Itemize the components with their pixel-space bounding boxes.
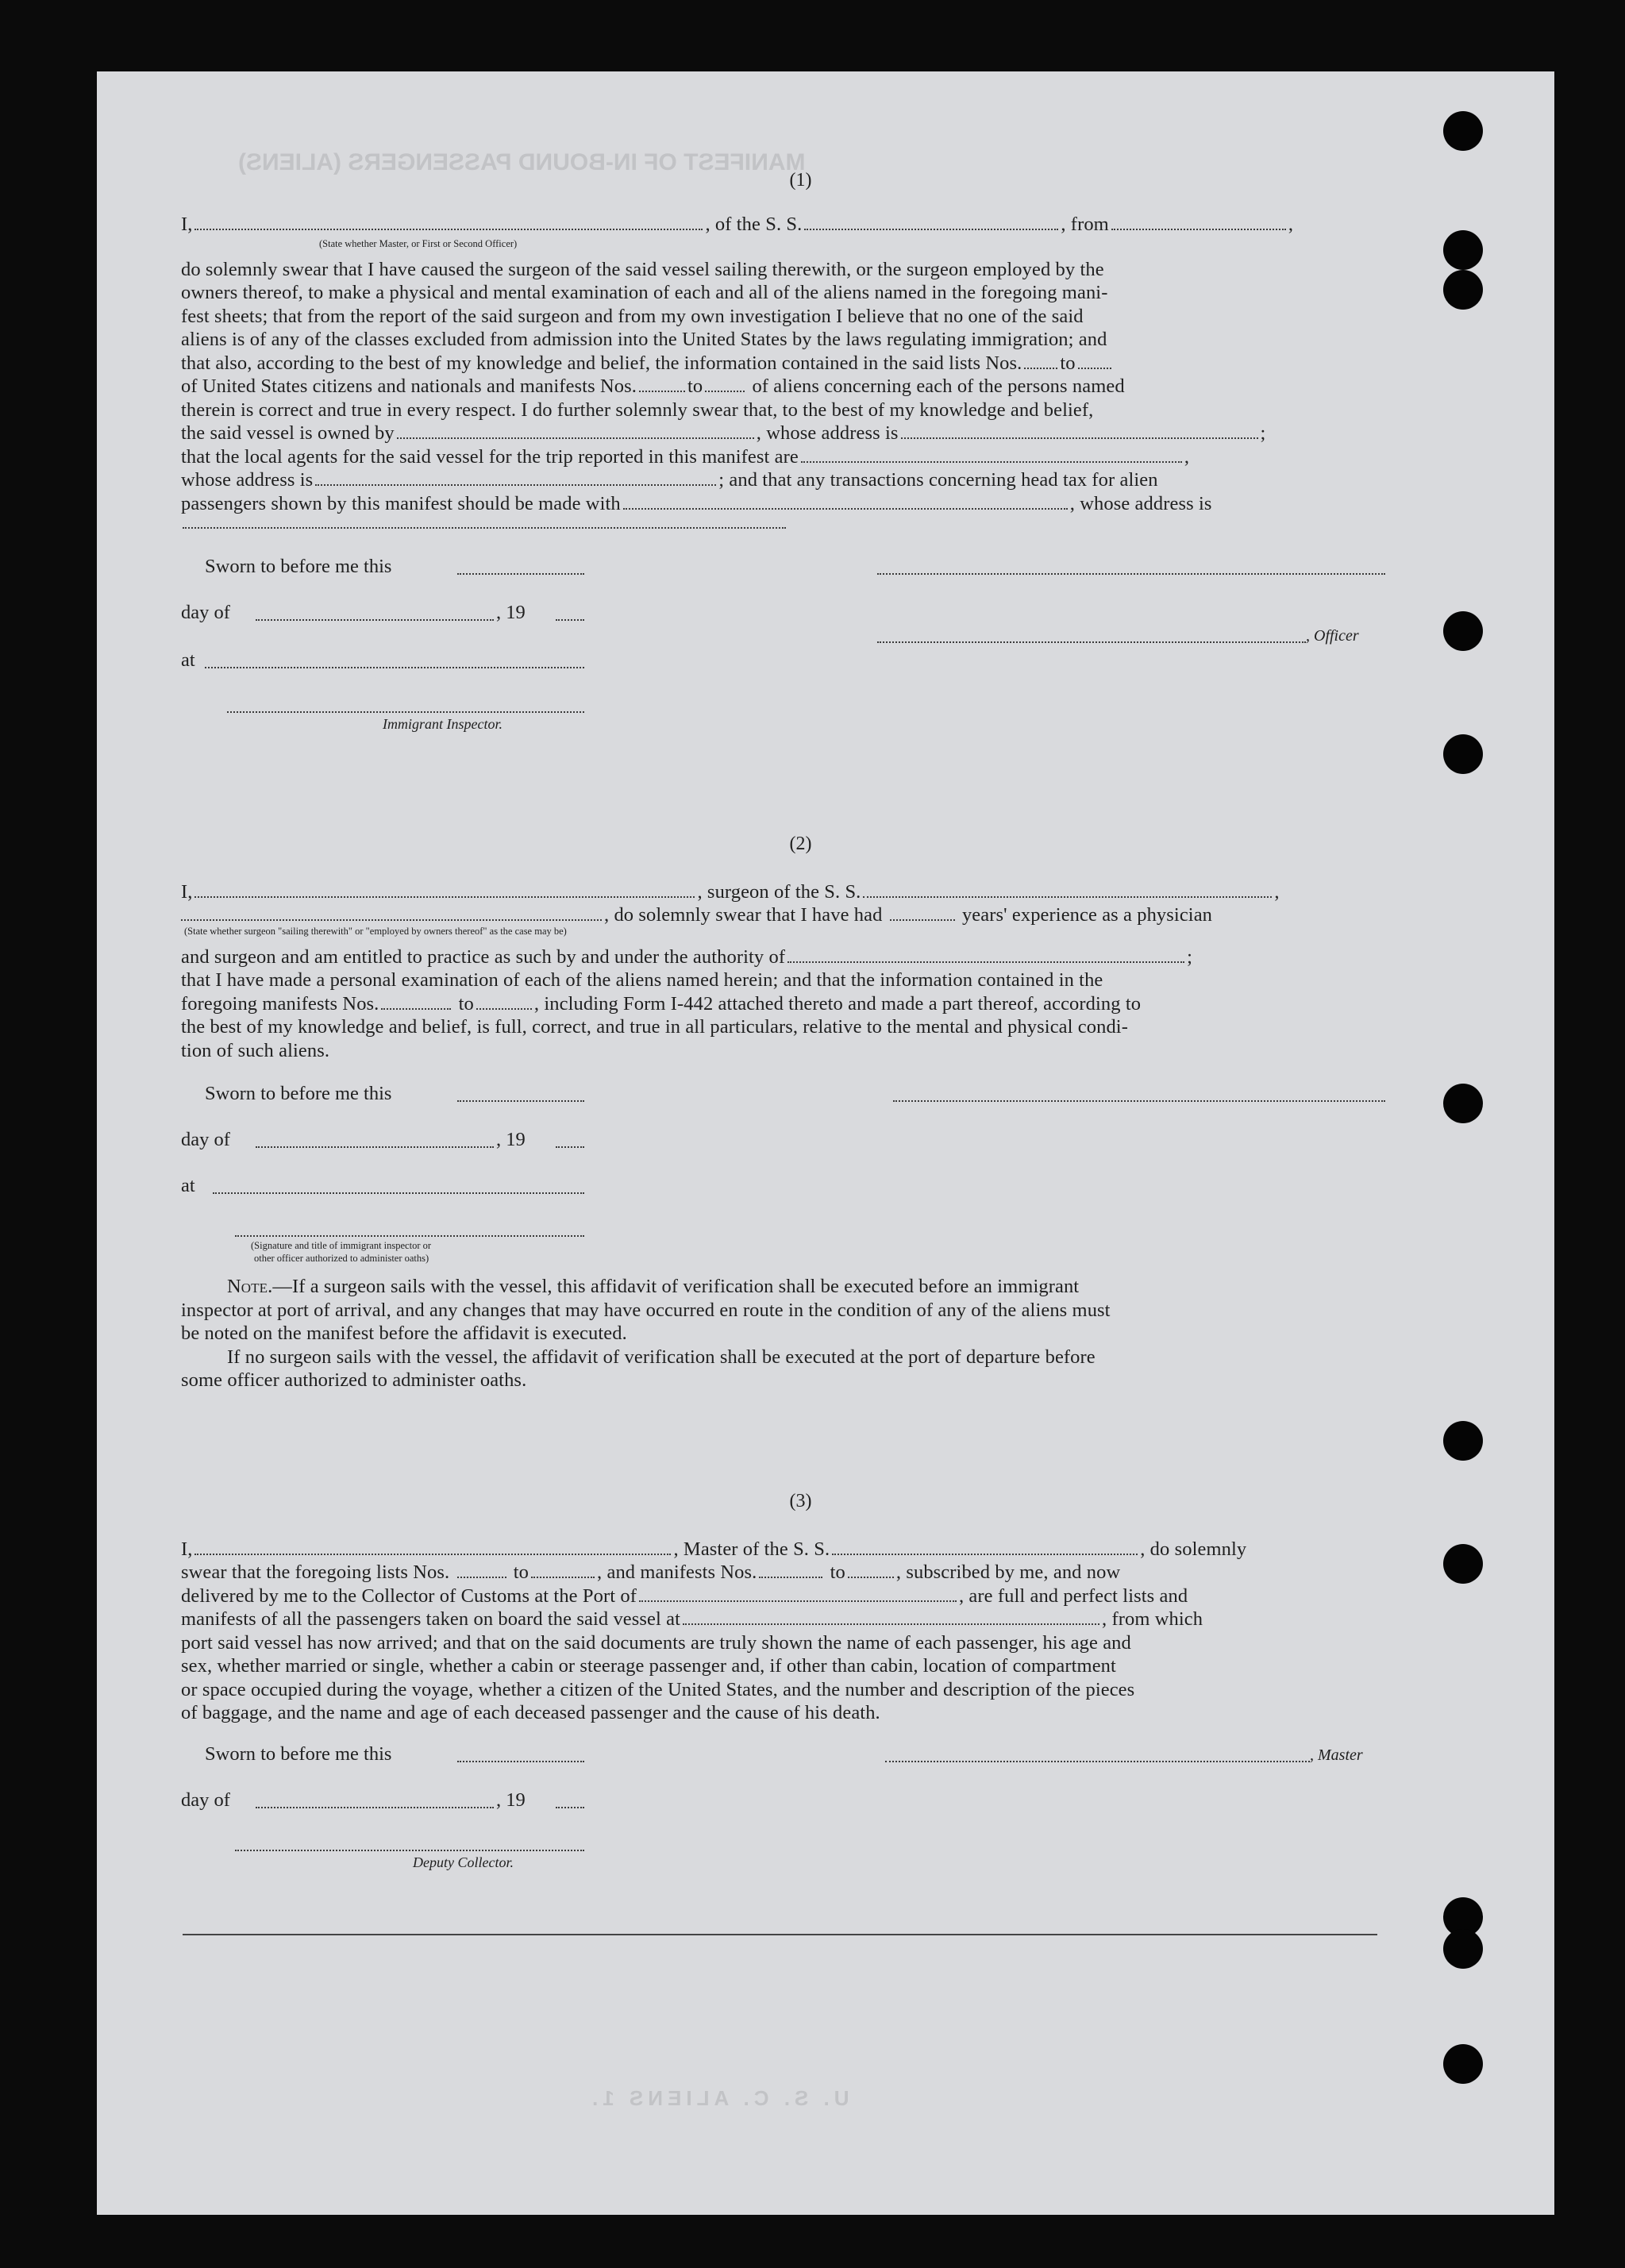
section-3-text-line: sex, whether married or single, whether a cabin or steerage passenger and, if other than cabin, location of compartment: [181, 1655, 1116, 1677]
section-2-day-label: day of: [181, 1129, 230, 1150]
section-1-officer-signature-line[interactable]: [877, 573, 1385, 575]
punch-hole: [1443, 111, 1483, 151]
section-3-day-label: day of: [181, 1789, 230, 1811]
section-2-first-line: I, , surgeon of the S. S. ,: [181, 881, 1280, 903]
section-1-first-line: I, , of the S. S. , from ,: [181, 214, 1294, 235]
section-1-text-line: fest sheets; that from the report of the said surgeon and from my own investigation I believe that no one of the said: [181, 306, 1084, 327]
section-2-text-line: that I have made a personal examination of each of the aliens named herein; and that the information contained in the: [181, 969, 1103, 991]
section-2-note-line: inspector at port of arrival, and any changes that may have occurred en route in the condition of any of the aliens must: [181, 1300, 1111, 1321]
section-2-note-line: be noted on the manifest before the affidavit is executed.: [181, 1323, 627, 1344]
section-3-text-line: manifests of all the passengers taken on board the said vessel at , from which: [181, 1608, 1203, 1630]
section-1-sworn-label: Sworn to before me this: [205, 556, 392, 577]
section-1-text-line: of United States citizens and nationals and manifests Nos. to of aliens concerning each of the persons named: [181, 375, 1125, 397]
section-1-address-line: [183, 527, 786, 529]
section-2-inspector-signature-line[interactable]: [235, 1235, 584, 1237]
section-1-place-field[interactable]: [205, 667, 584, 668]
section-2-number: (2): [789, 834, 812, 854]
section-3-year-label: , 19: [496, 1789, 526, 1811]
punch-hole: [1443, 2044, 1483, 2084]
punch-hole: [1443, 611, 1483, 651]
section-3-text-line: port said vessel has now arrived; and that on the said documents are truly shown the name of each passenger, his age and: [181, 1632, 1131, 1654]
bleed-through-footer: U. S. C. ALIENS 1.: [587, 2086, 849, 2110]
section-1-text-line: whose address is ; and that any transactions concerning head tax for alien: [181, 469, 1158, 491]
bottom-rule: [183, 1934, 1377, 1935]
section-1-officer-caption: (State whether Master, or First or Second Officer): [319, 238, 518, 249]
punch-hole: [1443, 230, 1483, 270]
section-1-officer-label: , Officer: [1306, 627, 1359, 645]
section-3-day-field[interactable]: [256, 1807, 494, 1808]
section-2-signature-caption: (Signature and title of immigrant inspector or: [251, 1240, 432, 1251]
section-3-master-label: , Master: [1310, 1746, 1363, 1764]
section-2-place-field[interactable]: [213, 1192, 584, 1194]
section-1-text-line: aliens is of any of the classes excluded from admission into the United States by the laws regulating immigration; and: [181, 329, 1107, 350]
bleed-through-heading: MANIFEST OF IN-BOUND PASSENGERS (ALIENS): [238, 149, 806, 175]
section-2-signature-caption: other officer authorized to administer oaths): [254, 1253, 429, 1264]
section-1-text-line: do solemnly swear that I have caused the surgeon of the said vessel sailing therewith, or the surgeon employed by the: [181, 259, 1104, 280]
section-3-sworn-date-field[interactable]: [457, 1761, 584, 1762]
section-1-text-line: owners thereof, to make a physical and mental examination of each and all of the aliens named in the foregoing mani-: [181, 282, 1108, 303]
section-2-at-label: at: [181, 1175, 195, 1196]
section-2-note-line: If no surgeon sails with the vessel, the affidavit of verification shall be executed at the port of departure before: [227, 1346, 1096, 1368]
section-3-deputy-signature-line[interactable]: [235, 1850, 584, 1851]
section-2-surgeon-caption: (State whether surgeon "sailing therewith" or "employed by owners thereof" as the case may be): [184, 926, 567, 937]
section-1-text-line: therein is correct and true in every respect. I do further solemnly swear that, to the best of my knowledge and belief,: [181, 399, 1094, 421]
section-2-note-line: some officer authorized to administer oaths.: [181, 1369, 527, 1391]
section-2-year-field[interactable]: [556, 1146, 584, 1148]
section-2-note-line: Note.—If a surgeon sails with the vessel, this affidavit of verification shall be executed before an immigrant: [227, 1276, 1080, 1297]
note-label: Note.: [227, 1276, 273, 1297]
section-1-number: (1): [789, 170, 812, 191]
section-2-text-line: foregoing manifests Nos. to , including Form I-442 attached thereto and made a part thereof, according to: [181, 993, 1142, 1015]
section-3-year-field[interactable]: [556, 1807, 584, 1808]
section-1-day-label: day of: [181, 602, 230, 623]
punch-hole: [1443, 1084, 1483, 1123]
section-3-text-line: or space occupied during the voyage, whether a citizen of the United States, and the number and description of the pieces: [181, 1679, 1135, 1700]
punch-hole: [1443, 1929, 1483, 1969]
section-1-inspector-signature-line[interactable]: [227, 711, 584, 713]
section-1-day-field[interactable]: [256, 619, 494, 621]
punch-hole: [1443, 1544, 1483, 1584]
section-1-text-line: passengers shown by this manifest should be made with , whose address is: [181, 493, 1212, 514]
section-2-sworn-date-field[interactable]: [457, 1100, 584, 1102]
section-2-text-line: and surgeon and am entitled to practice as such by and under the authority of ;: [181, 946, 1192, 968]
section-1-at-label: at: [181, 649, 195, 671]
section-1-text-line: the said vessel is owned by , whose address is ;: [181, 422, 1266, 444]
section-1-officer-title-line[interactable]: [877, 641, 1306, 643]
section-3-text-line: swear that the foregoing lists Nos. to , and manifests Nos. to , subscribed by me, and now: [181, 1561, 1121, 1583]
section-3-number: (3): [789, 1491, 812, 1511]
section-3-text-line: of baggage, and the name and age of each deceased passenger and the cause of his death.: [181, 1702, 880, 1723]
section-3-first-line: I, , Master of the S. S. , do solemnly: [181, 1538, 1247, 1560]
section-1-inspector-label: Immigrant Inspector.: [383, 716, 503, 732]
section-2-year-label: , 19: [496, 1129, 526, 1150]
section-2-day-field[interactable]: [256, 1146, 494, 1148]
section-1-text-line: that also, according to the best of my knowledge and belief, the information contained in the said lists Nos. to: [181, 352, 1388, 375]
section-1-text-line: that the local agents for the said vessel for the trip reported in this manifest are ,: [181, 446, 1190, 468]
section-1-year-label: , 19: [496, 602, 526, 623]
section-2-surgeon-signature-line[interactable]: [893, 1100, 1385, 1102]
section-2-text-line: tion of such aliens.: [181, 1040, 330, 1061]
punch-hole: [1443, 734, 1483, 774]
section-2-second-line: , do solemnly swear that I have had years' experience as a physician: [181, 903, 1388, 927]
section-3-deputy-label: Deputy Collector.: [413, 1854, 514, 1870]
section-2-text-line: the best of my knowledge and belief, is full, correct, and true in all particulars, relative to the mental and physical condi-: [181, 1016, 1128, 1038]
punch-hole: [1443, 1421, 1483, 1461]
section-3-master-signature-line[interactable]: [885, 1761, 1310, 1762]
section-1-sworn-date-field[interactable]: [457, 573, 584, 575]
section-3-text-line: delivered by me to the Collector of Customs at the Port of , are full and perfect lists and: [181, 1585, 1188, 1607]
section-1-year-field[interactable]: [556, 619, 584, 621]
section-3-sworn-label: Sworn to before me this: [205, 1743, 392, 1765]
section-2-sworn-label: Sworn to before me this: [205, 1083, 392, 1104]
punch-hole: [1443, 270, 1483, 310]
